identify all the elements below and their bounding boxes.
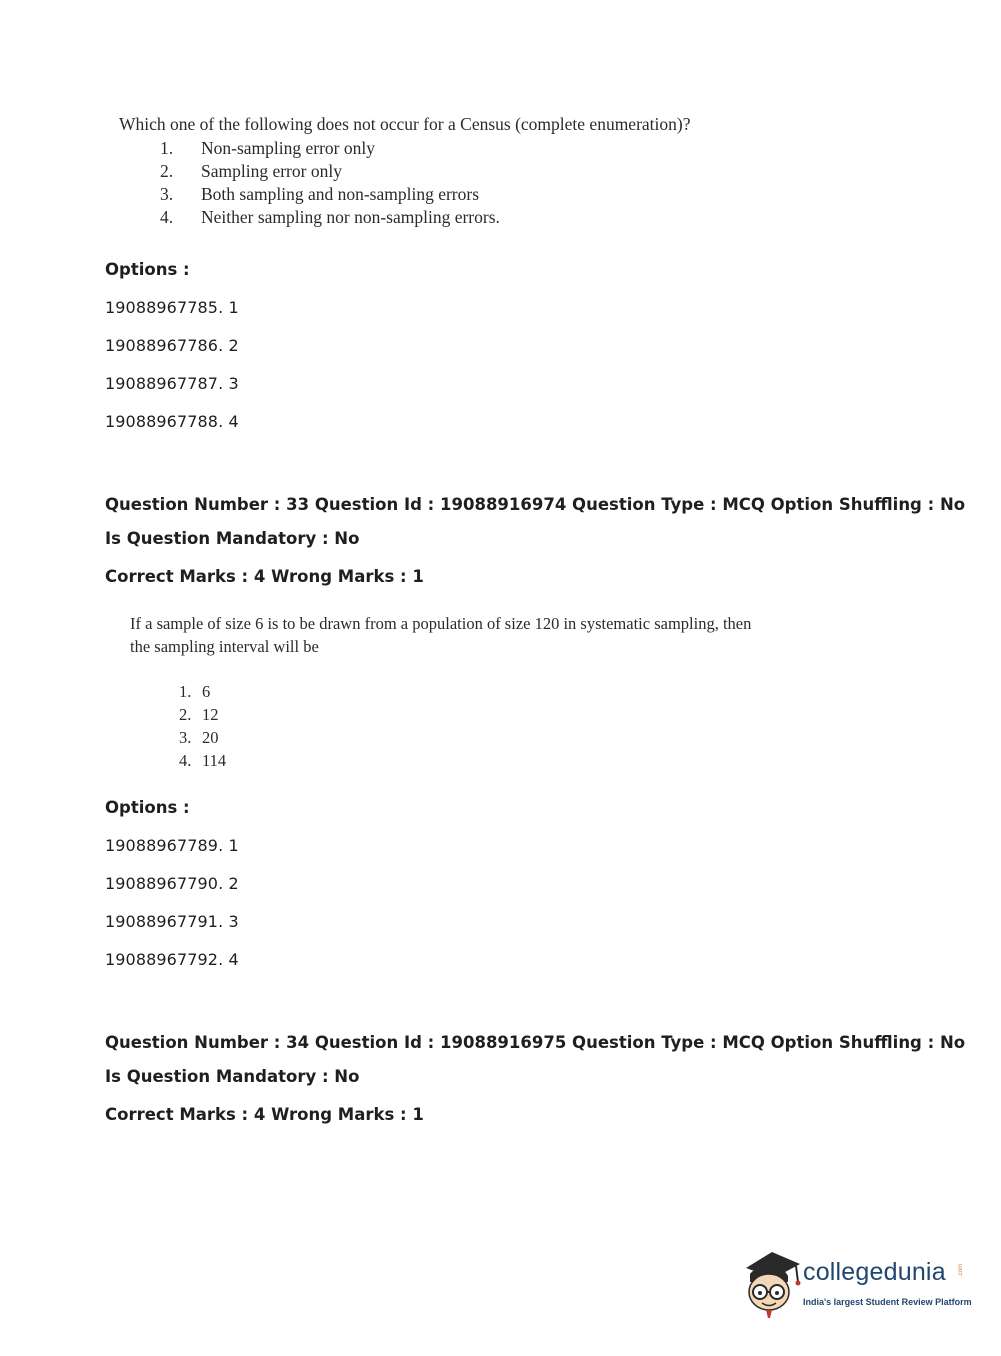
question-33-stem: If a sample of size 6 is to be drawn from a population of size 120 in systematic sampling, then the sampling interval will be: [130, 614, 752, 656]
question-34-header: Question Number : 34 Question Id : 19088916975 Question Type : MCQ Option Shuffling : No: [105, 1033, 966, 1052]
choice-item: 2. Sampling error only: [160, 161, 342, 181]
brand-suffix: .com: [958, 1264, 964, 1278]
choice-item: 4. 114: [179, 751, 227, 770]
question-33-choices: [179, 680, 226, 772]
question-32-choices: [160, 137, 500, 229]
option-item: 19088967790. 2: [105, 874, 239, 893]
option-item: 19088967788. 4: [105, 412, 239, 431]
options-label: Options :: [105, 260, 190, 279]
mascot-graduate-icon: [742, 1248, 802, 1320]
question-33-marks: Correct Marks : 4 Wrong Marks : 1: [105, 567, 424, 586]
choice-item: 1. Non-sampling error only: [160, 138, 375, 158]
question-33-header: Question Number : 33 Question Id : 19088916974 Question Type : MCQ Option Shuffling : No: [105, 495, 966, 514]
choice-item: 4. Neither sampling nor non-sampling errors.: [160, 207, 500, 227]
choice-item: 3. 20: [179, 728, 219, 747]
option-item: 19088967789. 1: [105, 836, 239, 855]
option-item: 19088967792. 4: [105, 950, 239, 969]
brand-tagline: India's largest Student Review Platform: [803, 1297, 972, 1307]
option-item: 19088967791. 3: [105, 912, 239, 931]
choice-item: 2. 12: [179, 705, 219, 724]
option-item: 19088967787. 3: [105, 374, 239, 393]
option-item: 19088967785. 1: [105, 298, 239, 317]
question-33-mandatory: Is Question Mandatory : No: [105, 529, 360, 548]
question-32-stem: Which one of the following does not occur for a Census (complete enumeration)?: [119, 114, 691, 134]
question-34-mandatory: Is Question Mandatory : No: [105, 1067, 360, 1086]
choice-item: 3. Both sampling and non-sampling errors: [160, 184, 480, 204]
choice-item: 1. 6: [179, 682, 211, 701]
brand-name: collegedunia: [803, 1258, 946, 1286]
option-item: 19088967786. 2: [105, 336, 239, 355]
options-label: Options :: [105, 798, 190, 817]
collegedunia-logo: [742, 1248, 972, 1320]
question-34-marks: Correct Marks : 4 Wrong Marks : 1: [105, 1105, 424, 1124]
